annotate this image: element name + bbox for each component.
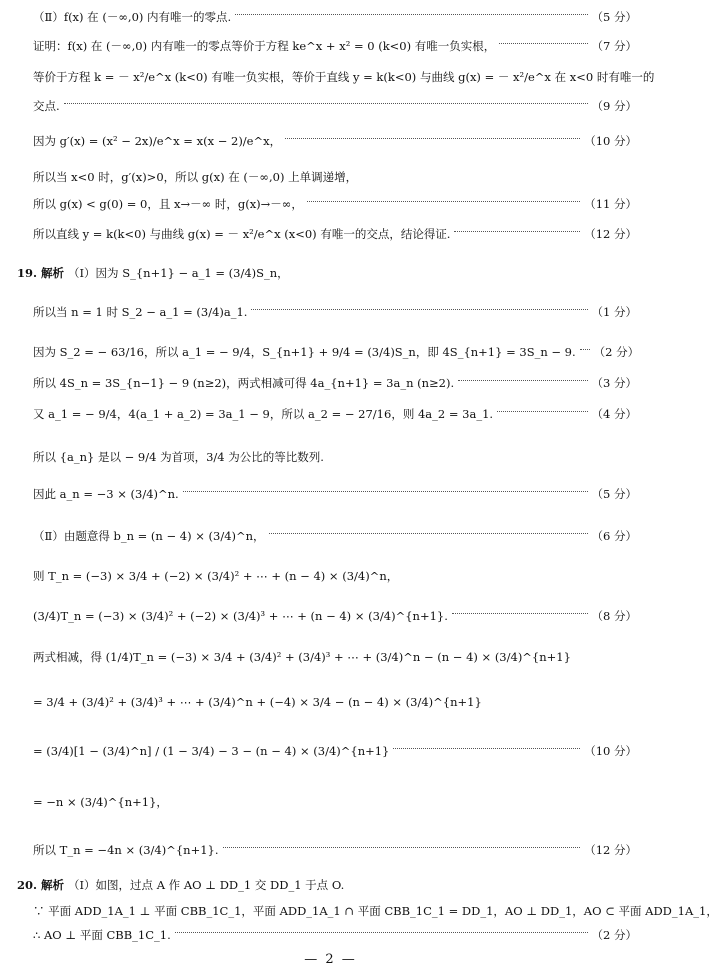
line-text: ∴ AO ⊥ 平面 CBB_1C_1. [33,928,171,942]
line-text: 所以直线 y = k(k<0) 与曲线 g(x) = － x²/e^x (x<0) 有唯一的交点，结论得证. [33,227,451,241]
score-mark: （12 分） [584,227,637,241]
line-text: 因为 S_2 = − 63/16，所以 a_1 = − 9/4，S_{n+1} + 9/4 = (3/4)S_n，即 4S_{n+1} = 3S_n − 9. [33,345,576,359]
leader-dots [269,533,588,534]
line-text: 等价于方程 k = － x²/e^x (k<0) 有唯一负实根，等价于直线 y = k(k<0) 与曲线 g(x) = － x²/e^x 在 x<0 时有唯一的 [33,70,655,84]
leader-dots [64,103,588,104]
score-mark: （7 分） [591,39,637,53]
line-text: 因此 a_n = −3 × (3/4)^n. [33,487,179,501]
line-text: 两式相减，得 (1/4)T_n = (−3) × 3/4 + (3/4)² + (3/4)³ + ⋯ + (3/4)^n − (n − 4) × (3/4)^{n+1} [33,650,571,664]
solution-line [33,345,640,359]
line-text: 所以当 n = 1 时 S_2 − a_1 = (3/4)a_1. [33,305,248,319]
score-mark: （12 分） [584,843,637,857]
leader-dots [175,932,588,933]
solution-line [33,409,637,421]
solution-line [33,797,637,809]
leader-dots [452,613,588,614]
line-text: = −n × (3/4)^{n+1}， [33,795,168,809]
solution-line [33,136,637,148]
line-text: （Ⅱ）由题意得 b_n = (n − 4) × (3/4)^n， [33,529,265,543]
leader-dots [499,43,587,44]
leader-dots [223,847,581,848]
score-mark: （11 分） [584,197,637,211]
line-text: 又 a_1 = − 9/4，4(a_1 + a_2) = 3a_1 − 9，所以 a_2 = − 27/16，则 4a_2 = 3a_1. [33,407,494,421]
solution-line [33,930,637,942]
score-mark: （2 分） [591,928,637,942]
line-text: (3/4)T_n = (−3) × (3/4)² + (−2) × (3/4)³ + ⋯ + (n − 4) × (3/4)^{n+1}. [33,609,448,623]
score-mark: （4 分） [591,407,637,421]
solution-line [33,41,637,53]
line-text: （Ⅱ）f(x) 在 (－∞,0) 内有唯一的零点. [33,10,232,24]
score-mark: （8 分） [591,609,637,623]
line-text: 则 T_n = (−3) × 3/4 + (−2) × (3/4)² + ⋯ + (n − 4) × (3/4)^n， [33,569,399,583]
solution-line [33,611,637,623]
score-mark: （1 分） [591,305,637,319]
leader-dots [183,491,588,492]
problem-label: 20. 解析 [17,878,65,892]
solution-line [33,746,637,758]
line-text: 所以 {a_n} 是以 − 9/4 为首项，3/4 为公比的等比数列. [33,450,324,464]
solution-line [33,697,637,709]
score-mark: （6 分） [591,529,637,543]
solution-line [33,904,718,918]
page-number: — 2 — [304,952,357,967]
leader-dots [497,411,587,412]
line-text: 所以 g(x) < g(0) = 0，且 x→－∞ 时，g(x)→－∞， [33,197,303,211]
solution-line [33,172,637,184]
solution-line [33,452,637,464]
line-text: 因为 g′(x) = (x² − 2x)/e^x = x(x − 2)/e^x， [33,134,282,148]
score-mark: （10 分） [584,134,637,148]
solution-line [33,378,637,390]
line-text: 所以 T_n = −4n × (3/4)^{n+1}. [33,843,219,857]
solution-line [17,880,637,892]
score-mark: （5 分） [591,487,637,501]
solution-line [33,101,637,113]
score-mark: （3 分） [591,376,637,390]
line-text: ∵ 平面 ADD_1A_1 ⊥ 平面 CBB_1C_1，平面 ADD_1A_1 ∩ 平面 CBB_1C_1 = DD_1，AO ⊥ DD_1，AO ⊂ 平面 ADD_1A_1， [33,904,718,918]
score-mark: （9 分） [591,99,637,113]
leader-dots [285,138,580,139]
solution-line [33,531,637,543]
solution-line [33,571,637,583]
leader-dots [235,14,587,15]
leader-dots [454,231,580,232]
solution-line [33,12,637,24]
solution-line [33,652,637,664]
line-text: 所以当 x<0 时，g′(x)>0，所以 g(x) 在 (－∞,0) 上单调递增， [33,170,358,184]
score-mark: （5 分） [591,10,637,24]
solution-line [33,845,637,857]
line-text: 证明：f(x) 在 (－∞,0) 内有唯一的零点等价于方程 ke^x + x² = 0 (k<0) 有唯一负实根， [33,39,496,53]
line-text: = (3/4)[1 − (3/4)^n] / (1 − 3/4) − 3 − (n − 4) × (3/4)^{n+1} [33,744,390,758]
leader-dots [393,748,580,749]
solution-line [17,268,637,280]
line-text: 交点. [33,99,60,113]
solution-line [33,70,655,84]
solution-line [33,307,637,319]
line-text: （Ⅰ）如图，过点 A 作 AO ⊥ DD_1 交 DD_1 于点 O. [68,878,345,892]
leader-dots [458,380,587,381]
problem-label: 19. 解析 [17,266,65,280]
line-text: （Ⅰ）因为 S_{n+1} − a_1 = (3/4)S_n， [68,266,289,280]
score-mark: （2 分） [593,345,640,359]
solution-line [33,229,637,241]
solution-line [33,199,637,211]
line-text: 所以 4S_n = 3S_{n−1} − 9 (n≥2)，两式相减可得 4a_{n+1} = 3a_n (n≥2). [33,376,455,390]
leader-dots [251,309,587,310]
leader-dots [307,201,580,202]
line-text: = 3/4 + (3/4)² + (3/4)³ + ⋯ + (3/4)^n + (−4) × 3/4 − (n − 4) × (3/4)^{n+1} [33,695,482,709]
score-mark: （10 分） [584,744,637,758]
leader-dots [580,349,590,350]
solution-line [33,489,637,501]
